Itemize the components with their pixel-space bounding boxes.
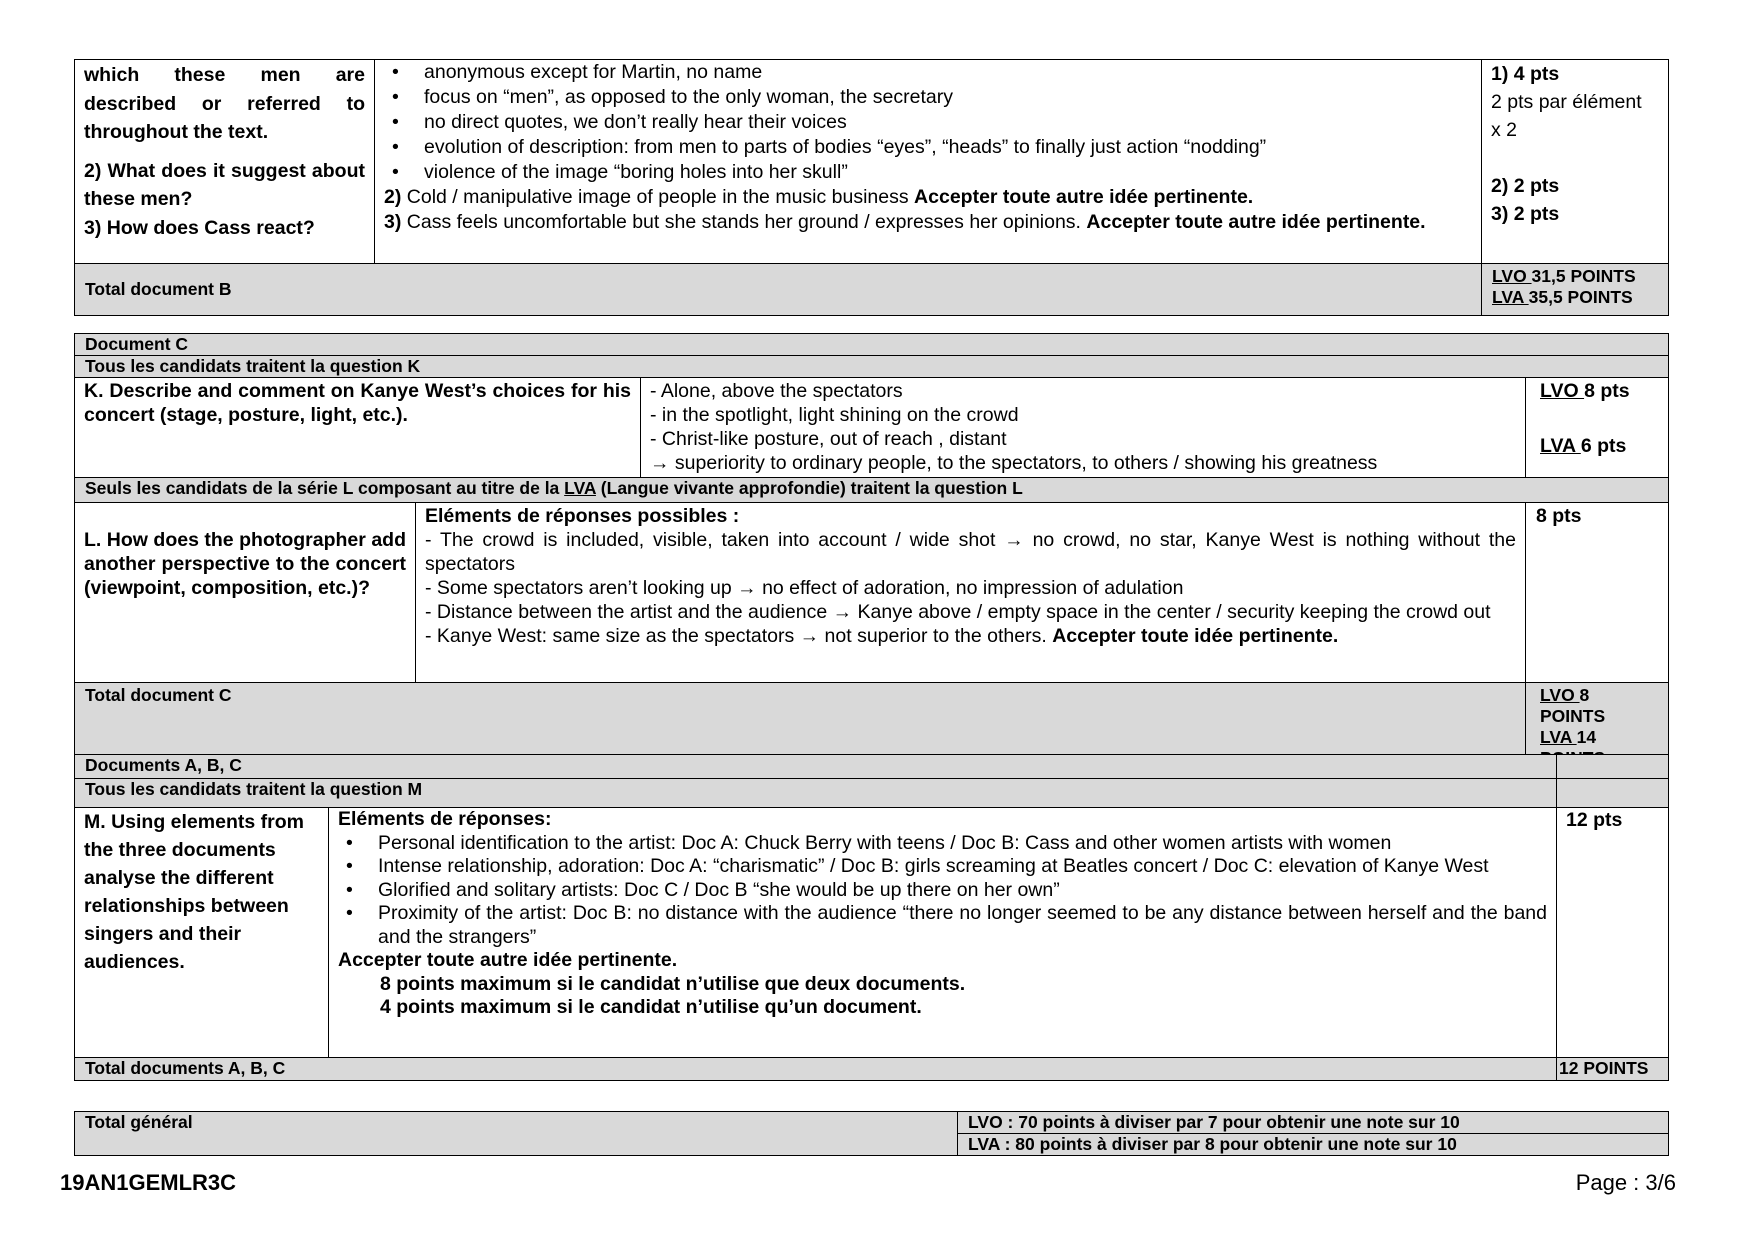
list-item: - Distance between the artist and the audience → Kanye above / empty space in the center / security keeping the crowd out (425, 601, 1491, 623)
accept-note: Accepter toute autre idée pertinente. (338, 949, 678, 971)
points-1-detail: 2 pts par élément (1491, 91, 1642, 113)
k-lva-points: LVA 6 pts (1540, 435, 1627, 457)
question-k: K. Describe and comment on Kanye West’s choices for his concert (stage, posture, light, etc.). (75, 378, 641, 478)
total-document-c-label: Total document C (75, 683, 1526, 770)
answer-bullet-list (338, 832, 1547, 950)
points-2: 2) 2 pts (1491, 175, 1560, 197)
points-cell (1482, 60, 1669, 264)
list-item: • Intense relationship, adoration: Doc A: “charismatic” / Doc B: girls screaming at Beatles concert / Doc C: elevation of Kanye West (378, 855, 1547, 879)
question-m-points: 12 pts (1557, 808, 1669, 1058)
points-3: 3) 2 pts (1491, 203, 1560, 225)
max-points-two-docs: 8 points maximum si le candidat n’utilise que deux documents. (380, 972, 966, 995)
list-item: - The crowd is included, visible, taken into account / wide shot → no crowd, no star, Kanye West is nothing without the spectators (425, 529, 1516, 575)
documents-abc-table (74, 754, 1669, 1081)
empty-cell (1557, 755, 1669, 779)
document-code: 19AN1GEMLR3C (60, 1170, 237, 1195)
answer-2-text: Cold / manipulative image of people in the music business (401, 186, 915, 208)
documents-abc-subtitle: Tous les candidats traitent la question M (75, 779, 1557, 808)
answer-cell (375, 60, 1482, 264)
list-item: - in the spotlight, light shining on the crowd (650, 404, 1019, 426)
question-l-answers (416, 503, 1526, 683)
question-m-answers (329, 808, 1557, 1058)
total-c-lva: LVA 14 POINTS (1540, 727, 1606, 768)
total-b-lvo: LVO 31,5 POINTS (1492, 266, 1636, 286)
answer-2-accept: Accepter toute autre idée pertinente. (914, 186, 1254, 208)
list-item: • no direct quotes, we don’t really hear their voices (424, 110, 1472, 135)
answer-3-accept: Accepter toute autre idée pertinente. (1086, 211, 1426, 233)
list-item: - Kanye West: same size as the spectators → not superior to the others. Accepter toute idée pertinente. (425, 625, 1339, 647)
list-item: - Some spectators aren’t looking up → no effect of adoration, no impression of adulation (425, 577, 1184, 599)
answers-title: Eléments de réponses: (338, 808, 552, 830)
question-3-text: 3) How does Cass react? (84, 216, 315, 239)
max-points-one-doc: 4 points maximum si le candidat n’utilise qu’un document. (380, 996, 922, 1018)
list-item: → superiority to ordinary people, to the spectators, to others / showing his greatness (650, 452, 1378, 474)
document-b-table (74, 59, 1669, 316)
document-c-table (74, 333, 1669, 770)
question-l-points: 8 pts (1526, 503, 1669, 683)
answer-3-number: 3) (384, 211, 402, 233)
total-document-b-label: Total document B (75, 264, 1482, 316)
list-item: • evolution of description: from men to parts of bodies “eyes”, “heads” to finally just action “nodding” (424, 135, 1472, 160)
page-number: Page : 3/6 (1575, 1170, 1676, 1195)
list-item: - Alone, above the spectators (650, 380, 903, 402)
total-b-lva: LVA 35,5 POINTS (1492, 287, 1633, 307)
answer-2-number: 2) (384, 186, 402, 208)
list-item: • Personal identification to the artist: Doc A: Chuck Berry with teens / Doc B: Cass and other women artists with women (378, 832, 1547, 856)
answer-3 (384, 210, 1472, 235)
question-1-text: which these men are described or referred to throughout the text. (84, 64, 365, 143)
answer-bullet-list (384, 60, 1472, 185)
documents-abc-title: Documents A, B, C (75, 755, 1557, 779)
list-item: • Proximity of the artist: Doc B: no distance with the audience “there no longer seemed to be any distance between herself and the band and the strangers” (378, 902, 1547, 949)
answers-title: Eléments de réponses possibles : (425, 505, 740, 527)
total-general-lvo: LVO : 70 points à diviser par 7 pour obtenir une note sur 10 (958, 1112, 1669, 1134)
list-item: • anonymous except for Martin, no name (424, 60, 1472, 85)
total-document-b-points (1482, 264, 1669, 316)
total-c-lvo: LVO 8 POINTS (1540, 685, 1606, 726)
points-1-detail-multiplier: x 2 (1491, 119, 1518, 141)
empty-cell (1557, 779, 1669, 808)
list-item: - Christ-like posture, out of reach , distant (650, 428, 1007, 450)
total-general-lva: LVA : 80 points à diviser par 8 pour obtenir une note sur 10 (958, 1134, 1669, 1156)
total-documents-abc-value: 12 POINTS (1557, 1058, 1669, 1081)
question-l-header: Seuls les candidats de la série L composant au titre de la LVA (Langue vivante approfondie) traitent la question L (75, 478, 1669, 503)
document-c-subtitle: Tous les candidats traitent la question K (75, 356, 1669, 378)
question-k-points (1526, 378, 1669, 478)
document-c-title: Document C (75, 334, 1669, 356)
total-general-label: Total général (75, 1112, 958, 1156)
question-l: L. How does the photographer add another perspective to the concert (viewpoint, composition, etc.)? (75, 503, 416, 683)
points-1: 1) 4 pts (1491, 63, 1560, 85)
question-2-text: 2) What does it suggest about these men? (84, 159, 365, 210)
list-item: • focus on “men”, as opposed to the only woman, the secretary (424, 85, 1472, 110)
list-item: • violence of the image “boring holes into her skull” (424, 160, 1472, 185)
total-general-table (74, 1111, 1669, 1156)
question-k-answers (641, 378, 1526, 478)
answer-2 (384, 185, 1472, 210)
list-item: • Glorified and solitary artists: Doc C / Doc B “she would be up there on her own” (378, 879, 1547, 903)
total-documents-abc-label: Total documents A, B, C (75, 1058, 1557, 1081)
answer-3-text: Cass feels uncomfortable but she stands her ground / expresses her opinions. (401, 211, 1087, 233)
question-cell (75, 60, 375, 264)
question-m: M. Using elements from the three documents analyse the different relationships between singers and their audiences. (75, 808, 329, 1058)
k-lvo-points: LVO 8 pts (1540, 380, 1630, 402)
